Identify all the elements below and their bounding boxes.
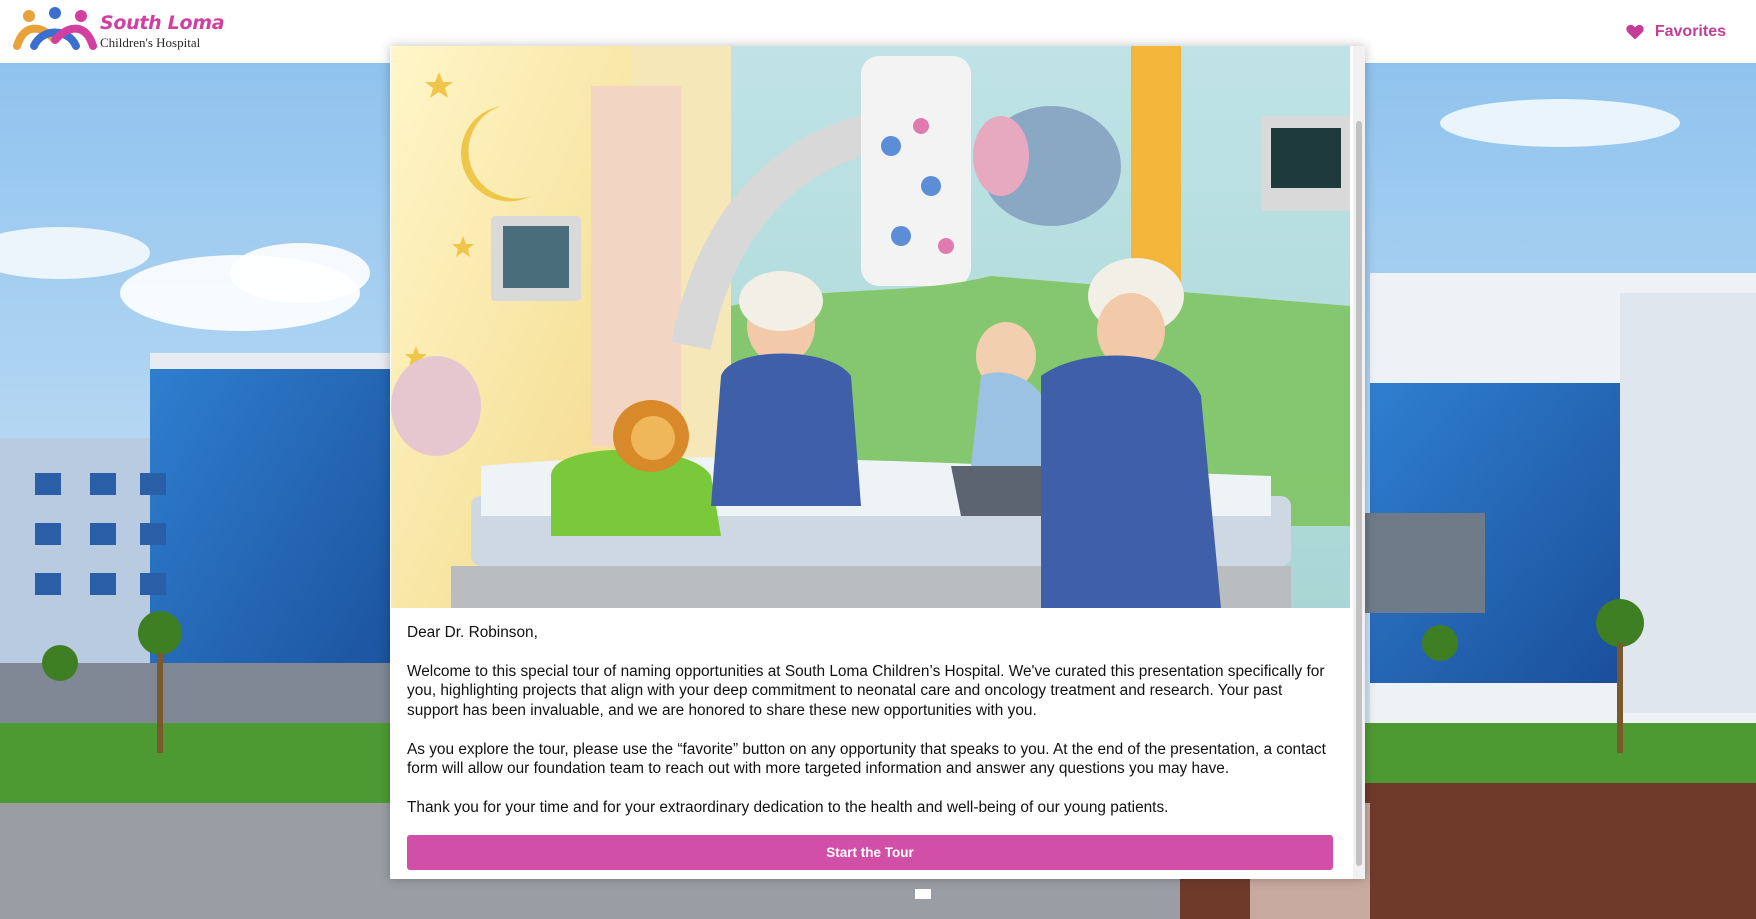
scrollbar-thumb[interactable] <box>1356 121 1362 866</box>
welcome-modal <box>390 46 1365 879</box>
thanks-paragraph: Thank you for your time and for your extraordinary dedication to the health and well-being of our young patients. <box>407 799 1169 816</box>
greeting: Dear Dr. Robinson, <box>407 624 538 641</box>
favorites-label: Favorites <box>1654 23 1726 40</box>
welcome-message <box>407 623 1337 837</box>
hero-image <box>391 46 1350 608</box>
brand-name: South Loma <box>100 11 225 34</box>
instructions-paragraph: As you explore the tour, please use the “favorite” button on any opportunity that speaks to you. At the end of the presentation, a contact form will allow our foundation team to reach out with more targeted information and answer any questions you may have. <box>407 740 1326 777</box>
start-tour-button[interactable]: Start the Tour <box>407 835 1333 870</box>
intro-paragraph: Welcome to this special tour of naming opportunities at South Loma Children’s Hospital. We've curated this presentation specifically for you, highlighting projects that align with your deep commitment to neonatal care and oncology treatment and research. Your past support has been invaluable, and we are honored to share these new opportunities with you. <box>407 662 1325 719</box>
heart-icon <box>1626 24 1644 40</box>
modal-scrollbar[interactable] <box>1353 46 1365 879</box>
family-logo-icon <box>12 6 98 56</box>
brand-logo[interactable] <box>12 6 224 56</box>
brand-subtitle: Children's Hospital <box>100 34 201 50</box>
favorites-button[interactable] <box>1626 20 1726 44</box>
